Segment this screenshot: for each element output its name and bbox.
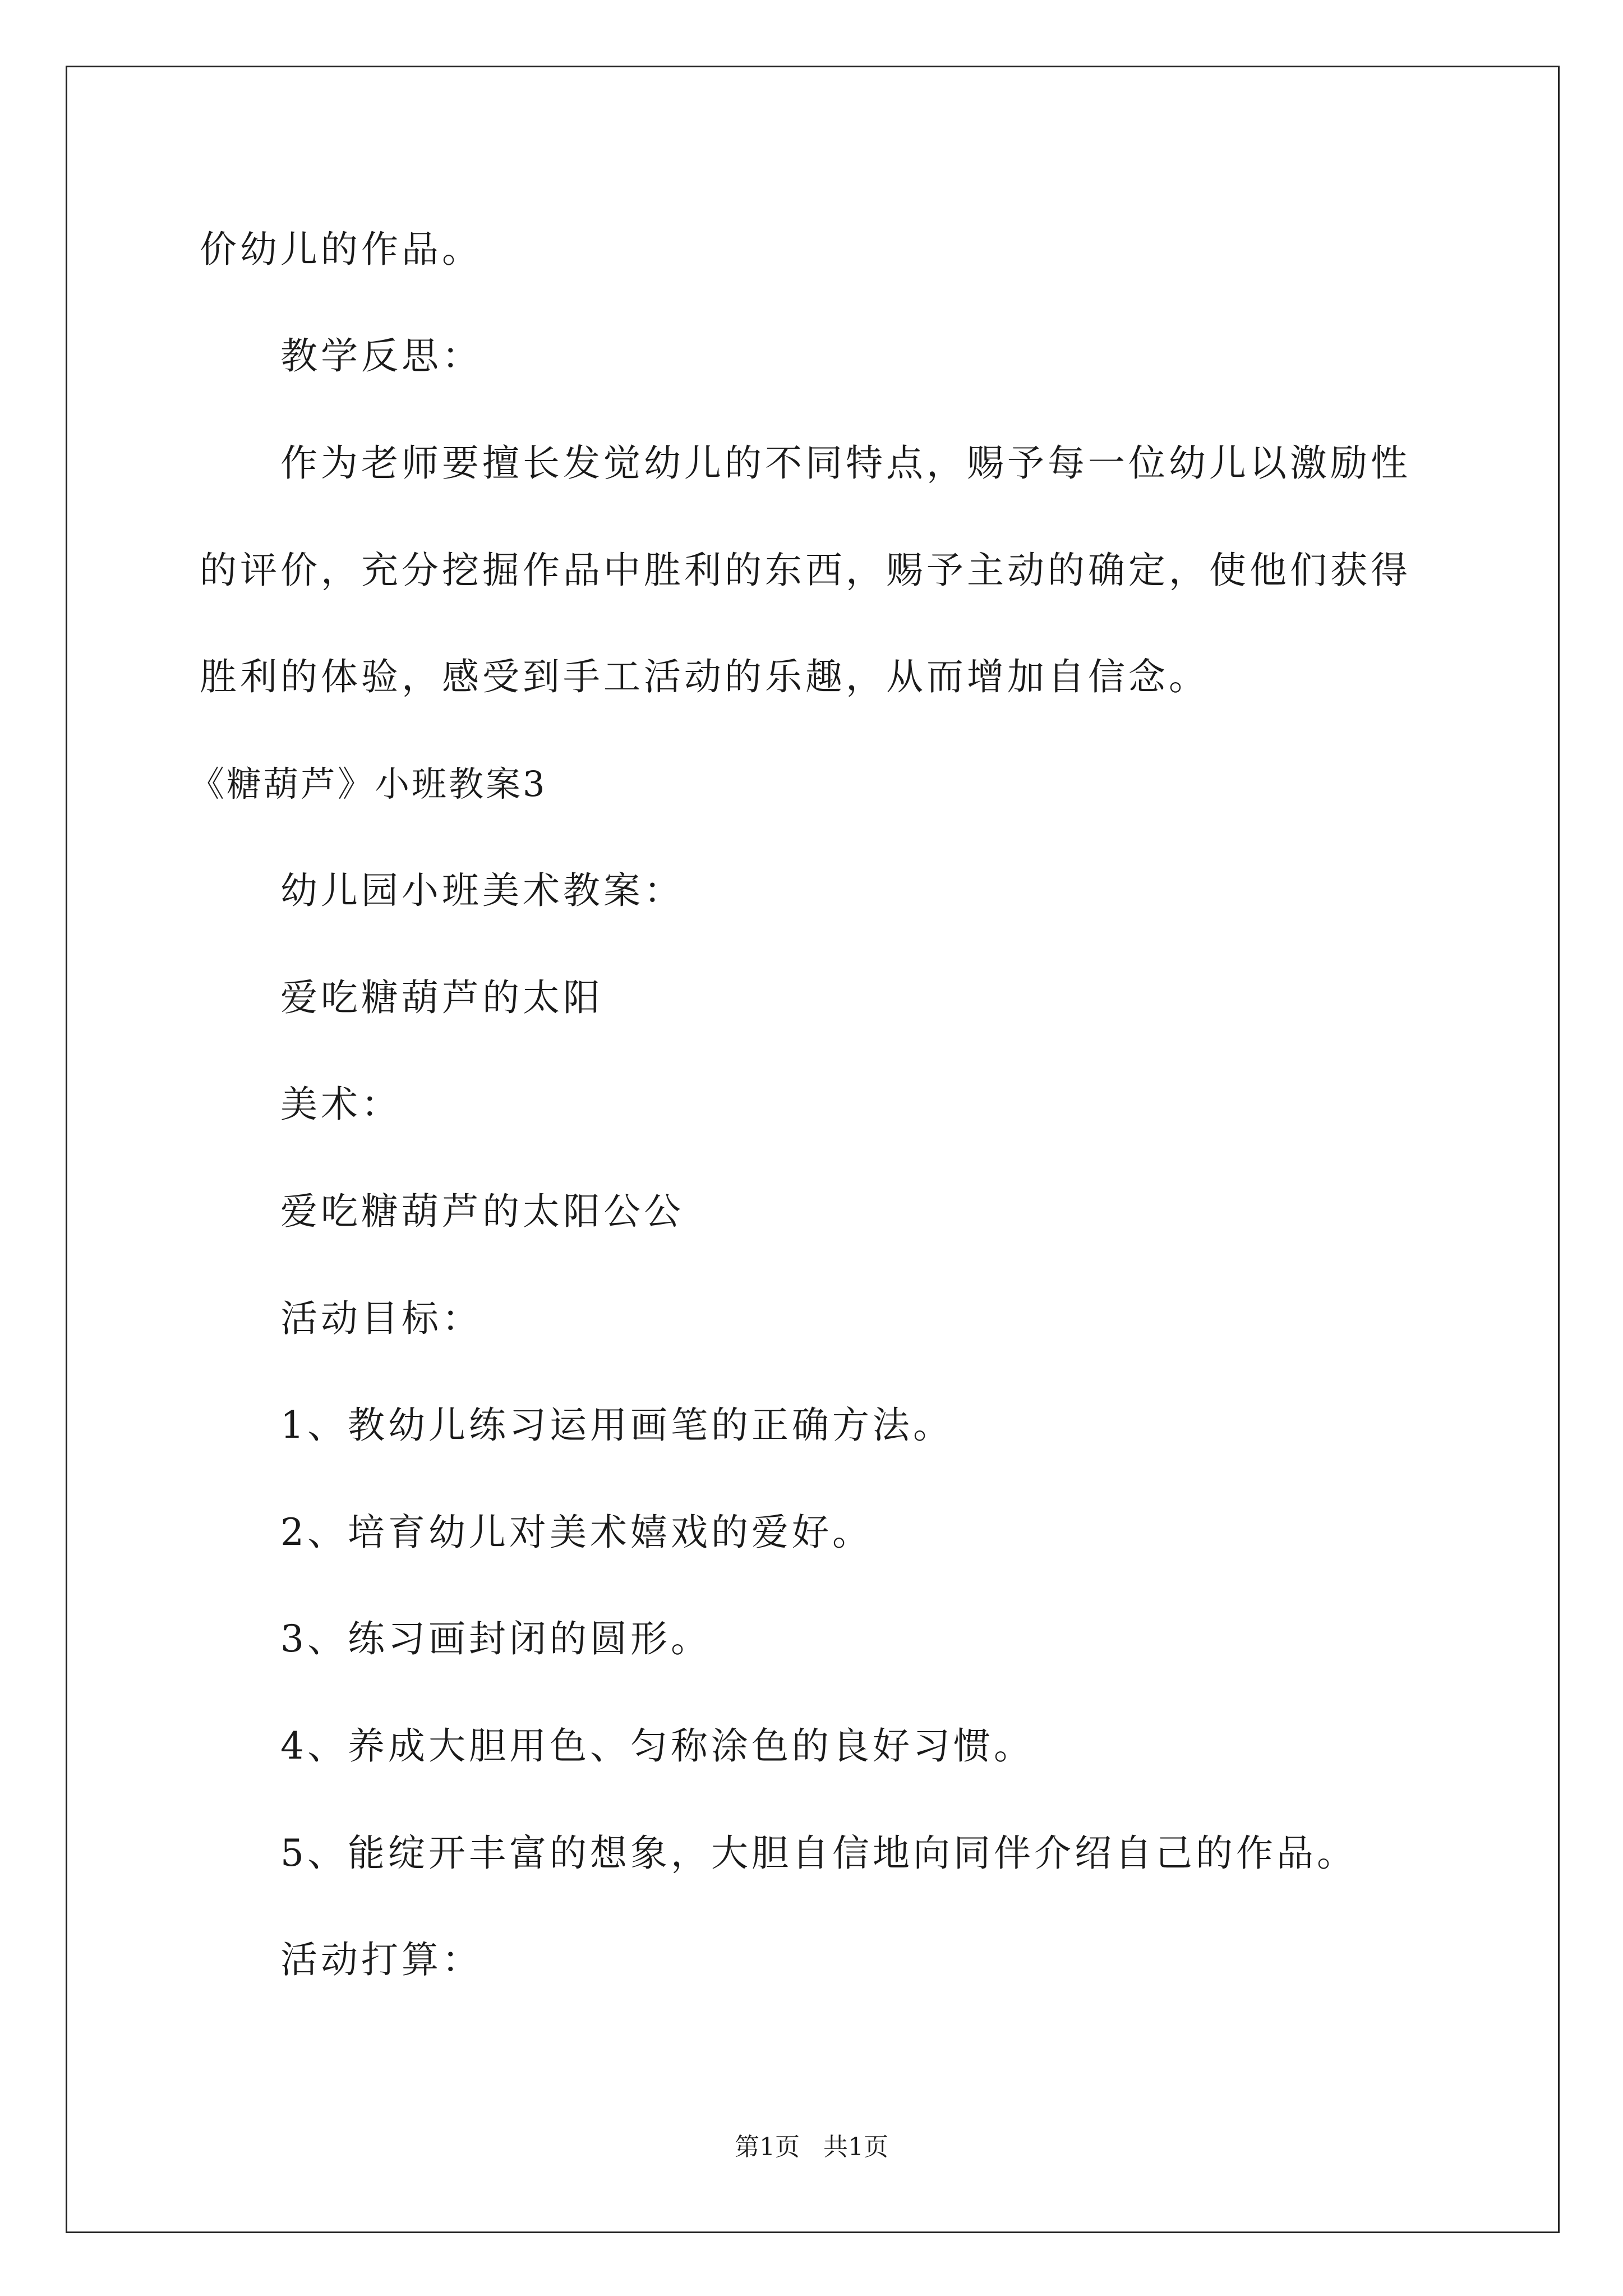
list-item: 3、练习画封闭的圆形。 (280, 1617, 711, 1660)
paragraph-line: 活动目标： (280, 1297, 482, 1340)
paragraph-line: 的评价，充分挖掘作品中胜利的东西，赐予主动的确定，使他们获得 (200, 549, 1411, 592)
paragraph-line: 活动打算： (280, 1938, 482, 1981)
paragraph-line: 作为老师要擅长发觉幼儿的不同特点，赐予每一位幼儿以激励性 (280, 441, 1411, 485)
list-item: 2、培育幼儿对美术嬉戏的爱好。 (280, 1511, 873, 1554)
paragraph-line: 爱吃糖葫芦的太阳 (280, 976, 603, 1019)
section-heading: 《糖葫芦》小班教案3 (190, 763, 547, 804)
paragraph-line: 价幼儿的作品。 (200, 228, 482, 271)
list-item: 4、养成大胆用色、匀称涂色的良好习惯。 (280, 1724, 1034, 1768)
list-item: 1、教幼儿练习运用画笔的正确方法。 (280, 1404, 953, 1447)
paragraph-line: 胜利的体验，感受到手工活动的乐趣，从而增加自信念。 (200, 655, 1209, 698)
paragraph-line: 教学反思： (280, 334, 482, 378)
paragraph-line: 幼儿园小班美术教案： (280, 869, 684, 912)
paragraph-line: 爱吃糖葫芦的太阳公公 (280, 1190, 684, 1233)
list-item: 5、能绽开丰富的想象，大胆自信地向同伴介绍自己的作品。 (280, 1832, 1357, 1875)
paragraph-line: 美术： (280, 1083, 402, 1126)
page-footer: 第1页 共1页 (735, 2133, 888, 2161)
